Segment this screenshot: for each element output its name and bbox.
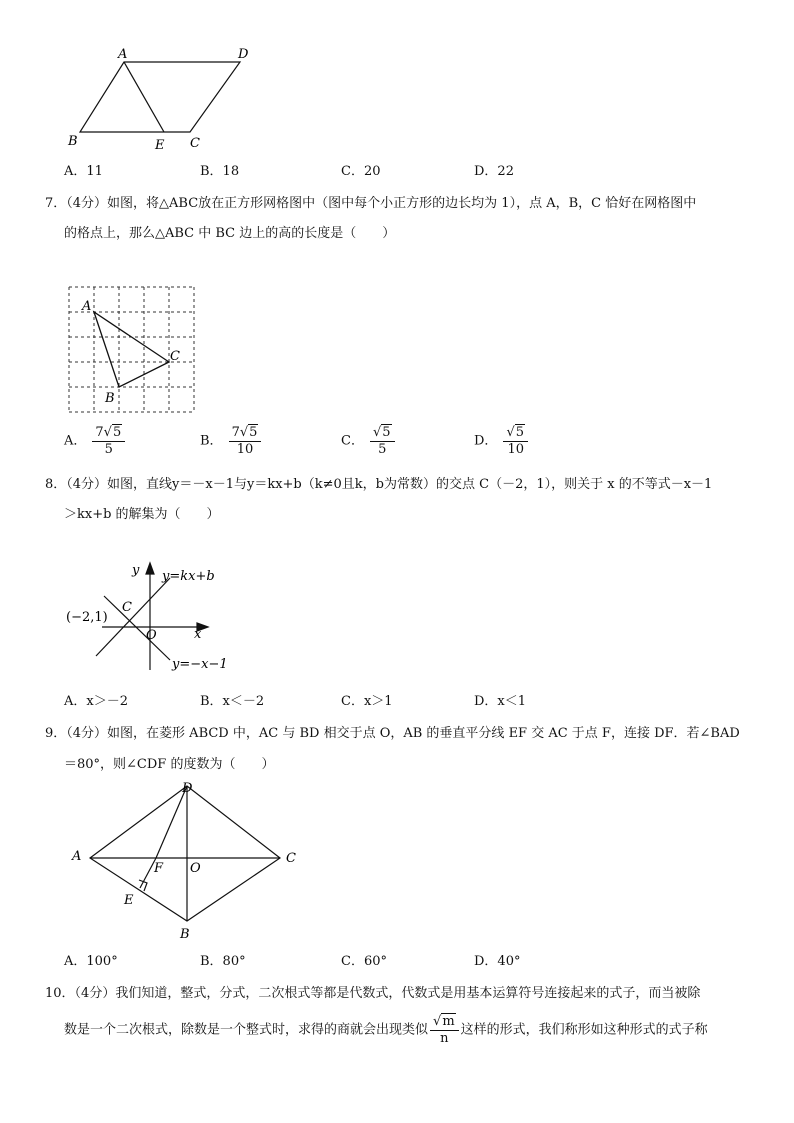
label-B: B xyxy=(105,391,115,406)
label-O: O xyxy=(190,861,201,876)
q7-option-a-den: 5 xyxy=(104,441,113,457)
label-A: A xyxy=(82,299,92,314)
label-A: A xyxy=(72,849,82,864)
q10-text-line2-pre: 数是一个二次根式，除数是一个整式时，求得的商就会出现类似 xyxy=(64,1022,429,1038)
q7-option-b-coef: 7 xyxy=(231,425,240,440)
q7-option-d-den: 10 xyxy=(507,441,524,457)
figure-coordinate-lines xyxy=(62,558,242,678)
q9-option-d: D．40° xyxy=(474,954,521,969)
q9-option-c: C．60° xyxy=(341,954,387,969)
q7-option-a-rad: 5 xyxy=(112,425,122,440)
q7-option-b: B． $\frac{7√5}{10}$ xyxy=(200,426,261,456)
label-C: C xyxy=(190,136,200,151)
q6-option-a: A．11 xyxy=(64,164,103,179)
q7-option-c-rad: 5 xyxy=(382,425,391,440)
label-B: B xyxy=(180,927,190,942)
q9-text-line2: ＝80°，则∠CDF 的度数为（ ） xyxy=(64,757,275,772)
q6-option-c: C．20 xyxy=(341,164,381,179)
point-coordinate-label: (−2,1) xyxy=(66,610,108,625)
origin-label: O xyxy=(146,628,157,643)
q10-frac-rad: m xyxy=(442,1014,455,1029)
q10-text-line2: 数是一个二次根式，除数是一个整式时，求得的商就会出现类似 $\frac{√m}{n}$ 这样的形式，我们称形如这种形式的式子称 xyxy=(64,1014,708,1046)
figure-parallelogram xyxy=(60,40,260,155)
q8-option-d: D．x＜1 xyxy=(474,694,527,709)
q7-option-d-rad: 5 xyxy=(515,425,525,440)
q7-text-line2: 的格点上，那么△ABC 中 BC 边上的高的长度是（ ） xyxy=(64,226,396,241)
label-C: C xyxy=(170,349,180,364)
label-D: D xyxy=(182,781,193,796)
q7-option-d: D． $\frac{√5}{10}$ xyxy=(474,426,528,456)
q9-option-a: A．100° xyxy=(64,954,118,969)
figure-grid-triangle xyxy=(60,280,205,420)
point-C-label: C xyxy=(122,600,132,615)
q8-text-line2: ＞kx+b 的解集为（ ） xyxy=(64,507,220,522)
q7-text-line1: 7．（4分）如图，将△ABC放在正方形网格图中（图中每个小正方形的边长均为 1），点 A，B，C 恰好在网格图中 xyxy=(45,196,697,211)
q7-option-d-letter: D． xyxy=(474,433,498,449)
q7-option-b-den: 10 xyxy=(236,441,254,457)
q6-option-d: D．22 xyxy=(474,164,514,179)
q9-text-line1: 9．（4分）如图，在菱形 ABCD 中，AC 与 BD 相交于点 O，AB 的垂直平分线 EF 交 AC 于点 F，连接 DF．若∠BAD xyxy=(45,726,740,741)
q7-option-b-rad: 5 xyxy=(249,425,258,440)
label-B: B xyxy=(68,134,78,149)
q8-option-c: C．x＞1 xyxy=(341,694,393,709)
q7-option-a-coef: 7 xyxy=(95,425,104,440)
label-E: E xyxy=(124,893,134,908)
q7-option-c: C． $\frac{√5}{5}$ xyxy=(341,426,395,456)
label-C: C xyxy=(286,851,296,866)
q8-option-b: B．x＜－2 xyxy=(200,694,265,709)
x-axis-label: x xyxy=(194,627,202,642)
q10-text-line2-post: 这样的形式，我们称形如这种形式的式子称 xyxy=(460,1022,708,1038)
label-F: F xyxy=(154,861,164,876)
q7-option-c-letter: C． xyxy=(341,433,364,449)
q6-option-b: B．18 xyxy=(200,164,240,179)
q8-option-a: A．x＞－2 xyxy=(64,694,128,709)
q10-frac-den: n xyxy=(440,1030,449,1046)
q7-option-a: A． $\frac{7√5}{5}$ xyxy=(64,426,125,456)
q8-text-line1: 8．（4分）如图，直线y＝－x－1与y＝kx+b（k≠0且k，b为常数）的交点 C（－2，1），则关于 x 的不等式－x－1 xyxy=(45,477,713,492)
label-A: A xyxy=(118,47,128,62)
line-kx-b-label: y=kx+b xyxy=(162,569,215,584)
label-D: D xyxy=(238,47,249,62)
figure-rhombus xyxy=(62,778,312,943)
q7-option-b-letter: B． xyxy=(200,433,223,449)
y-axis-label: y xyxy=(132,563,140,578)
q7-option-c-den: 5 xyxy=(378,441,387,457)
line-neg-x-label: y=−x−1 xyxy=(172,657,228,672)
label-E: E xyxy=(155,138,165,153)
q9-option-b: B．80° xyxy=(200,954,246,969)
q7-option-a-letter: A． xyxy=(64,433,87,449)
q10-text-line1: 10．（4分）我们知道，整式，分式，二次根式等都是代数式，代数式是用基本运算符号连接起来的式子，而当被除 xyxy=(45,986,701,1001)
